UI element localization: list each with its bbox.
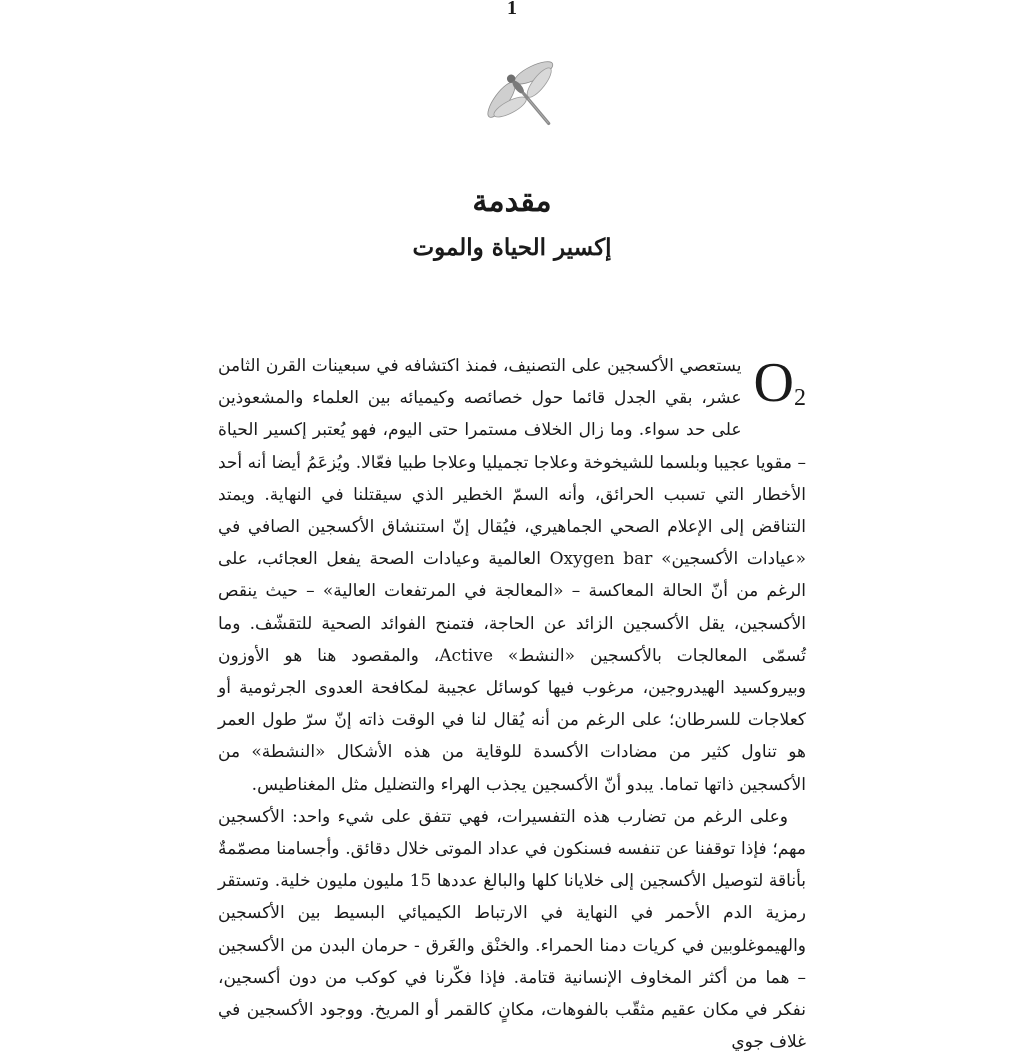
page-number: 1 bbox=[507, 0, 517, 19]
paragraph-2: وعلى الرغم من تضارب هذه التفسيرات، فهي تتفق على شيء واحد: الأكسجين مهم؛ فإذا توقفنا عن تنفسه فسنكون في عداد الموتى خلال دقائق. وأجسامنا مصمّمةٌ بأناقة لتوصيل الأكسجين إلى خلايانا كلها والبالغ عددها 15 مليون مليون خلية. وتستقر رمزية الدم الأحمر في النهاية في الارتباط الكيميائي البسيط بين الأكسجين والهيموغلوبين في كريات دمنا الحمراء. والخنْق والغَرق - حرمان البدن من الأكسجين – هما من أكثر المخاوف الإنسانية قتامة. فإذا فكّرنا في كوكب من دون أكسجين، نفكر في مكان عقيم مثقّب بالفوهات، مكانٍ كالقمر أو المريخ. ووجود الأكسجين في غلاف جوي bbox=[218, 806, 806, 1053]
body-text bbox=[218, 350, 806, 1058]
chapter-title: مقدمة bbox=[472, 184, 552, 219]
paragraph-1 bbox=[218, 350, 806, 801]
drop-cap bbox=[754, 354, 806, 423]
dragonfly-icon bbox=[478, 48, 570, 140]
drop-cap-letter: O bbox=[753, 352, 794, 414]
drop-cap-subscript: 2 bbox=[794, 385, 806, 411]
paragraph-1-text: يستعصي الأكسجين على التصنيف، فمنذ اكتشافه في سبعينات القرن الثامن عشر، بقي الجدل قائما حول خصائصه وكيميائه بين العلماء والمشعوذين على حد سواء. وما زال الخلاف مستمرا حتى اليوم، فهو يُعتبر إكسير الحياة – مقويا عجيبا وبلسما للشيخوخة وعلاجا تجميليا وعلاجا طبيا فعّالا. ويُزعَمُ أيضا أنه أحد الأخطار التي تسبب الحرائق، وأنه السمّ الخطير الذي سيقتلنا في النهاية. ويمتد التناقض إلى الإعلام الصحي الجماهيري، فيُقال إنّ استنشاق الأكسجين الصافي في «عيادات الأكسجين» Oxygen bar العالمية وعيادات الصحة يفعل العجائب، على الرغم من أنّ الحالة المعاكسة – «المعالجة في المرتفعات العالية» – حيث ينقص الأكسجين، يقل الأكسجين الزائد عن الحاجة، فتمنح الفوائد الصحية للتقشّف. وما تُسمّى المعالجات بالأكسجين «النشط» Active، والمقصود هنا هو الأوزون وبيروكسيد الهيدروجين، مرغوب فيها كوسائل عجيبة لمكافحة العدوى الجرثومية أو كعلاجات للسرطان؛ على الرغم من أنه يُقال لنا في الوقت ذاته إنّ سرّ طول العمر هو تناول كثير من مضادات الأكسدة للوقاية من هذه الأشكال «النشطة» من الأكسجين ذاتها تماما. يبدو أنّ الأكسجين يجذب الهراء والتضليل مثل المغناطيس. bbox=[218, 356, 806, 795]
chapter-subtitle: إكسير الحياة والموت bbox=[412, 234, 612, 261]
